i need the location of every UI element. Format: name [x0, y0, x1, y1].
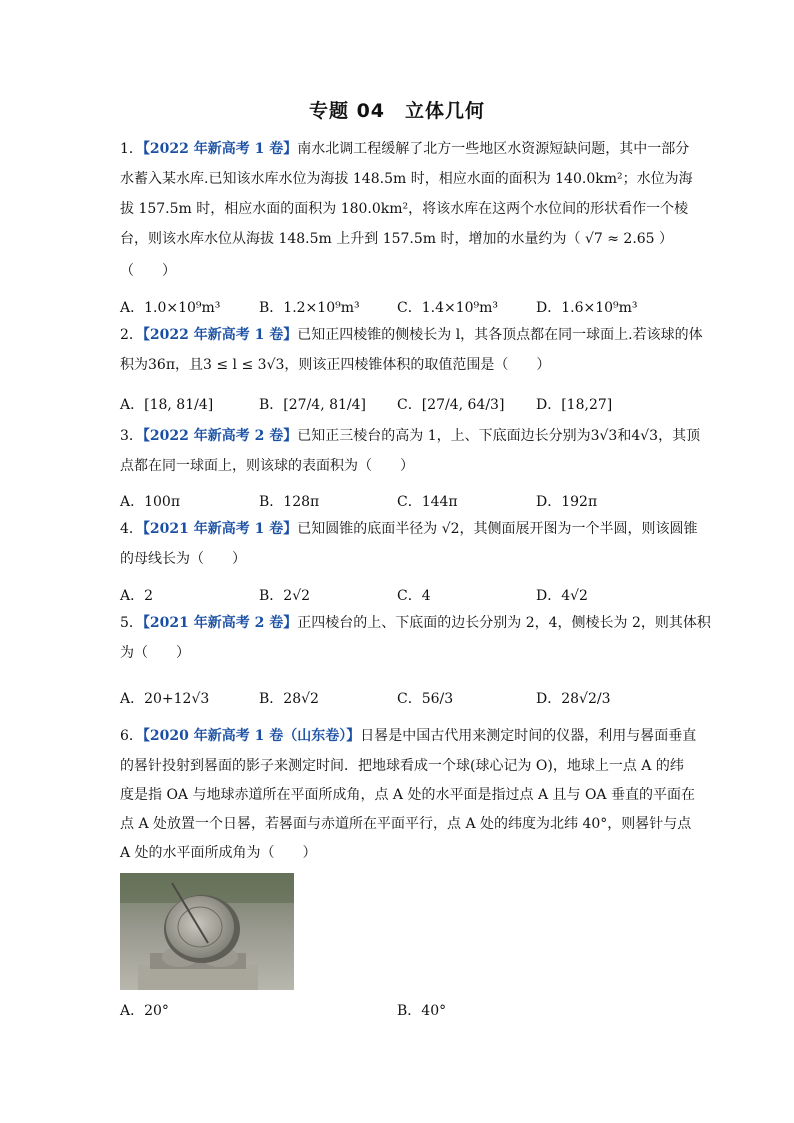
- question-1-line-4: 台，则该水库水位从海拔 148.5m 上升到 157.5m 时，增加的水量约为（ √7 ≈ 2.65 ）: [120, 231, 674, 247]
- question-number: 4．: [120, 521, 143, 537]
- question-source: 【2022 年新高考 1 卷】: [142, 141, 298, 157]
- question-source: 【2021 年新高考 2 卷】: [142, 615, 298, 631]
- question-1-options: [120, 297, 680, 317]
- option-c[interactable]: C．1.4×10⁹m³: [397, 300, 499, 316]
- option-a[interactable]: A．20°: [120, 1003, 169, 1019]
- question-number: 5．: [120, 615, 143, 631]
- option-b[interactable]: B．28√2: [259, 691, 319, 707]
- question-2-options: [120, 394, 680, 414]
- option-b[interactable]: B．40°: [397, 1003, 447, 1019]
- question-text: 已知正四棱锥的侧棱长为 l，其各顶点都在同一球面上.若该球的体: [297, 327, 703, 343]
- question-6-line-3: 度是指 OA 与地球赤道所在平面所成角，点 A 处的水平面是指过点 A 且与 OA 垂直的平面在: [120, 787, 695, 803]
- option-b[interactable]: B．1.2×10⁹m³: [259, 300, 360, 316]
- option-d[interactable]: D．192π: [536, 494, 598, 510]
- question-source: 【2022 年新高考 1 卷】: [142, 327, 298, 343]
- question-6-line-4: 点 A 处放置一个日晷，若晷面与赤道所在平面平行，点 A 处的纬度为北纬 40°，则晷针与点: [120, 816, 692, 832]
- option-d[interactable]: D．[18,27]: [536, 397, 613, 413]
- question-2-line-2: 积为36π，且3 ≤ l ≤ 3√3，则该正四棱锥体积的取值范围是（ ）: [120, 357, 551, 373]
- option-a[interactable]: A．[18, 81/4]: [120, 397, 214, 413]
- question-6-line-1: [120, 727, 697, 745]
- question-text: 已知圆锥的底面半径为 √2，其侧面展开图为一个半圆，则该圆锥: [297, 521, 698, 537]
- question-number: 6．: [120, 728, 143, 744]
- option-a[interactable]: A．20+12√3: [120, 691, 210, 707]
- option-a[interactable]: A．2: [120, 588, 154, 604]
- question-1-line-5: （ ）: [120, 263, 176, 279]
- option-d[interactable]: D．4√2: [536, 588, 588, 604]
- option-b[interactable]: B．2√2: [259, 588, 311, 604]
- question-3-options: [120, 491, 680, 511]
- question-number: 1．: [120, 141, 143, 157]
- option-b[interactable]: B．128π: [259, 494, 320, 510]
- question-3-line-1: [120, 427, 701, 445]
- question-1-line-2: 水蓄入某水库.已知该水库水位为海拔 148.5m 时，相应水面的面积为 140.0km²；水位为海: [120, 171, 693, 187]
- question-number: 2．: [120, 327, 143, 343]
- question-6-line-5: A 处的水平面所成角为（ ）: [120, 845, 317, 861]
- question-text: 南水北调工程缓解了北方一些地区水资源短缺问题，其中一部分: [297, 141, 690, 157]
- option-c[interactable]: C．56/3: [397, 691, 454, 707]
- question-source: 【2020 年新高考 1 卷（山东卷）】: [142, 728, 361, 744]
- question-2-line-1: [120, 326, 703, 344]
- question-number: 3．: [120, 428, 143, 444]
- option-a[interactable]: A．1.0×10⁹m³: [120, 300, 221, 316]
- sundial-photo: [120, 873, 294, 990]
- question-text: 日晷是中国古代用来测定时间的仪器，利用与晷面垂直: [360, 728, 697, 744]
- option-a[interactable]: A．100π: [120, 494, 181, 510]
- question-text: 已知正三棱台的高为 1，上、下底面边长分别为3√3和4√3，其顶: [297, 428, 701, 444]
- page-title: 专题 04 立体几何: [308, 100, 486, 122]
- question-4-line-1: [120, 520, 698, 538]
- sundial-illustration: [120, 873, 294, 990]
- question-text: 正四棱台的上、下底面的边长分别为 2，4，侧棱长为 2，则其体积: [297, 615, 711, 631]
- option-c[interactable]: C．[27/4, 64/3]: [397, 397, 505, 413]
- option-b[interactable]: B．[27/4, 81/4]: [259, 397, 366, 413]
- option-d[interactable]: D．1.6×10⁹m³: [536, 300, 638, 316]
- question-5-options: [120, 688, 680, 708]
- option-c[interactable]: C．144π: [397, 494, 458, 510]
- option-d[interactable]: D．28√2/3: [536, 691, 611, 707]
- question-5-line-2: 为（ ）: [120, 645, 190, 661]
- question-1-line-1: [120, 140, 690, 158]
- question-6-options: [120, 1000, 680, 1020]
- question-5-line-1: [120, 614, 711, 632]
- question-source: 【2021 年新高考 1 卷】: [142, 521, 298, 537]
- question-1-line-3: 拔 157.5m 时，相应水面的面积为 180.0km²，将该水库在这两个水位间的形状看作一个棱: [120, 201, 689, 217]
- question-6-line-2: 的晷针投射到晷面的影子来测定时间．把地球看成一个球(球心记为 O)，地球上一点 A 的纬: [120, 758, 684, 774]
- question-source: 【2022 年新高考 2 卷】: [142, 428, 298, 444]
- question-4-options: [120, 585, 680, 605]
- question-3-line-2: 点都在同一球面上，则该球的表面积为（ ）: [120, 458, 414, 474]
- question-4-line-2: 的母线长为（ ）: [120, 551, 246, 567]
- option-c[interactable]: C．4: [397, 588, 431, 604]
